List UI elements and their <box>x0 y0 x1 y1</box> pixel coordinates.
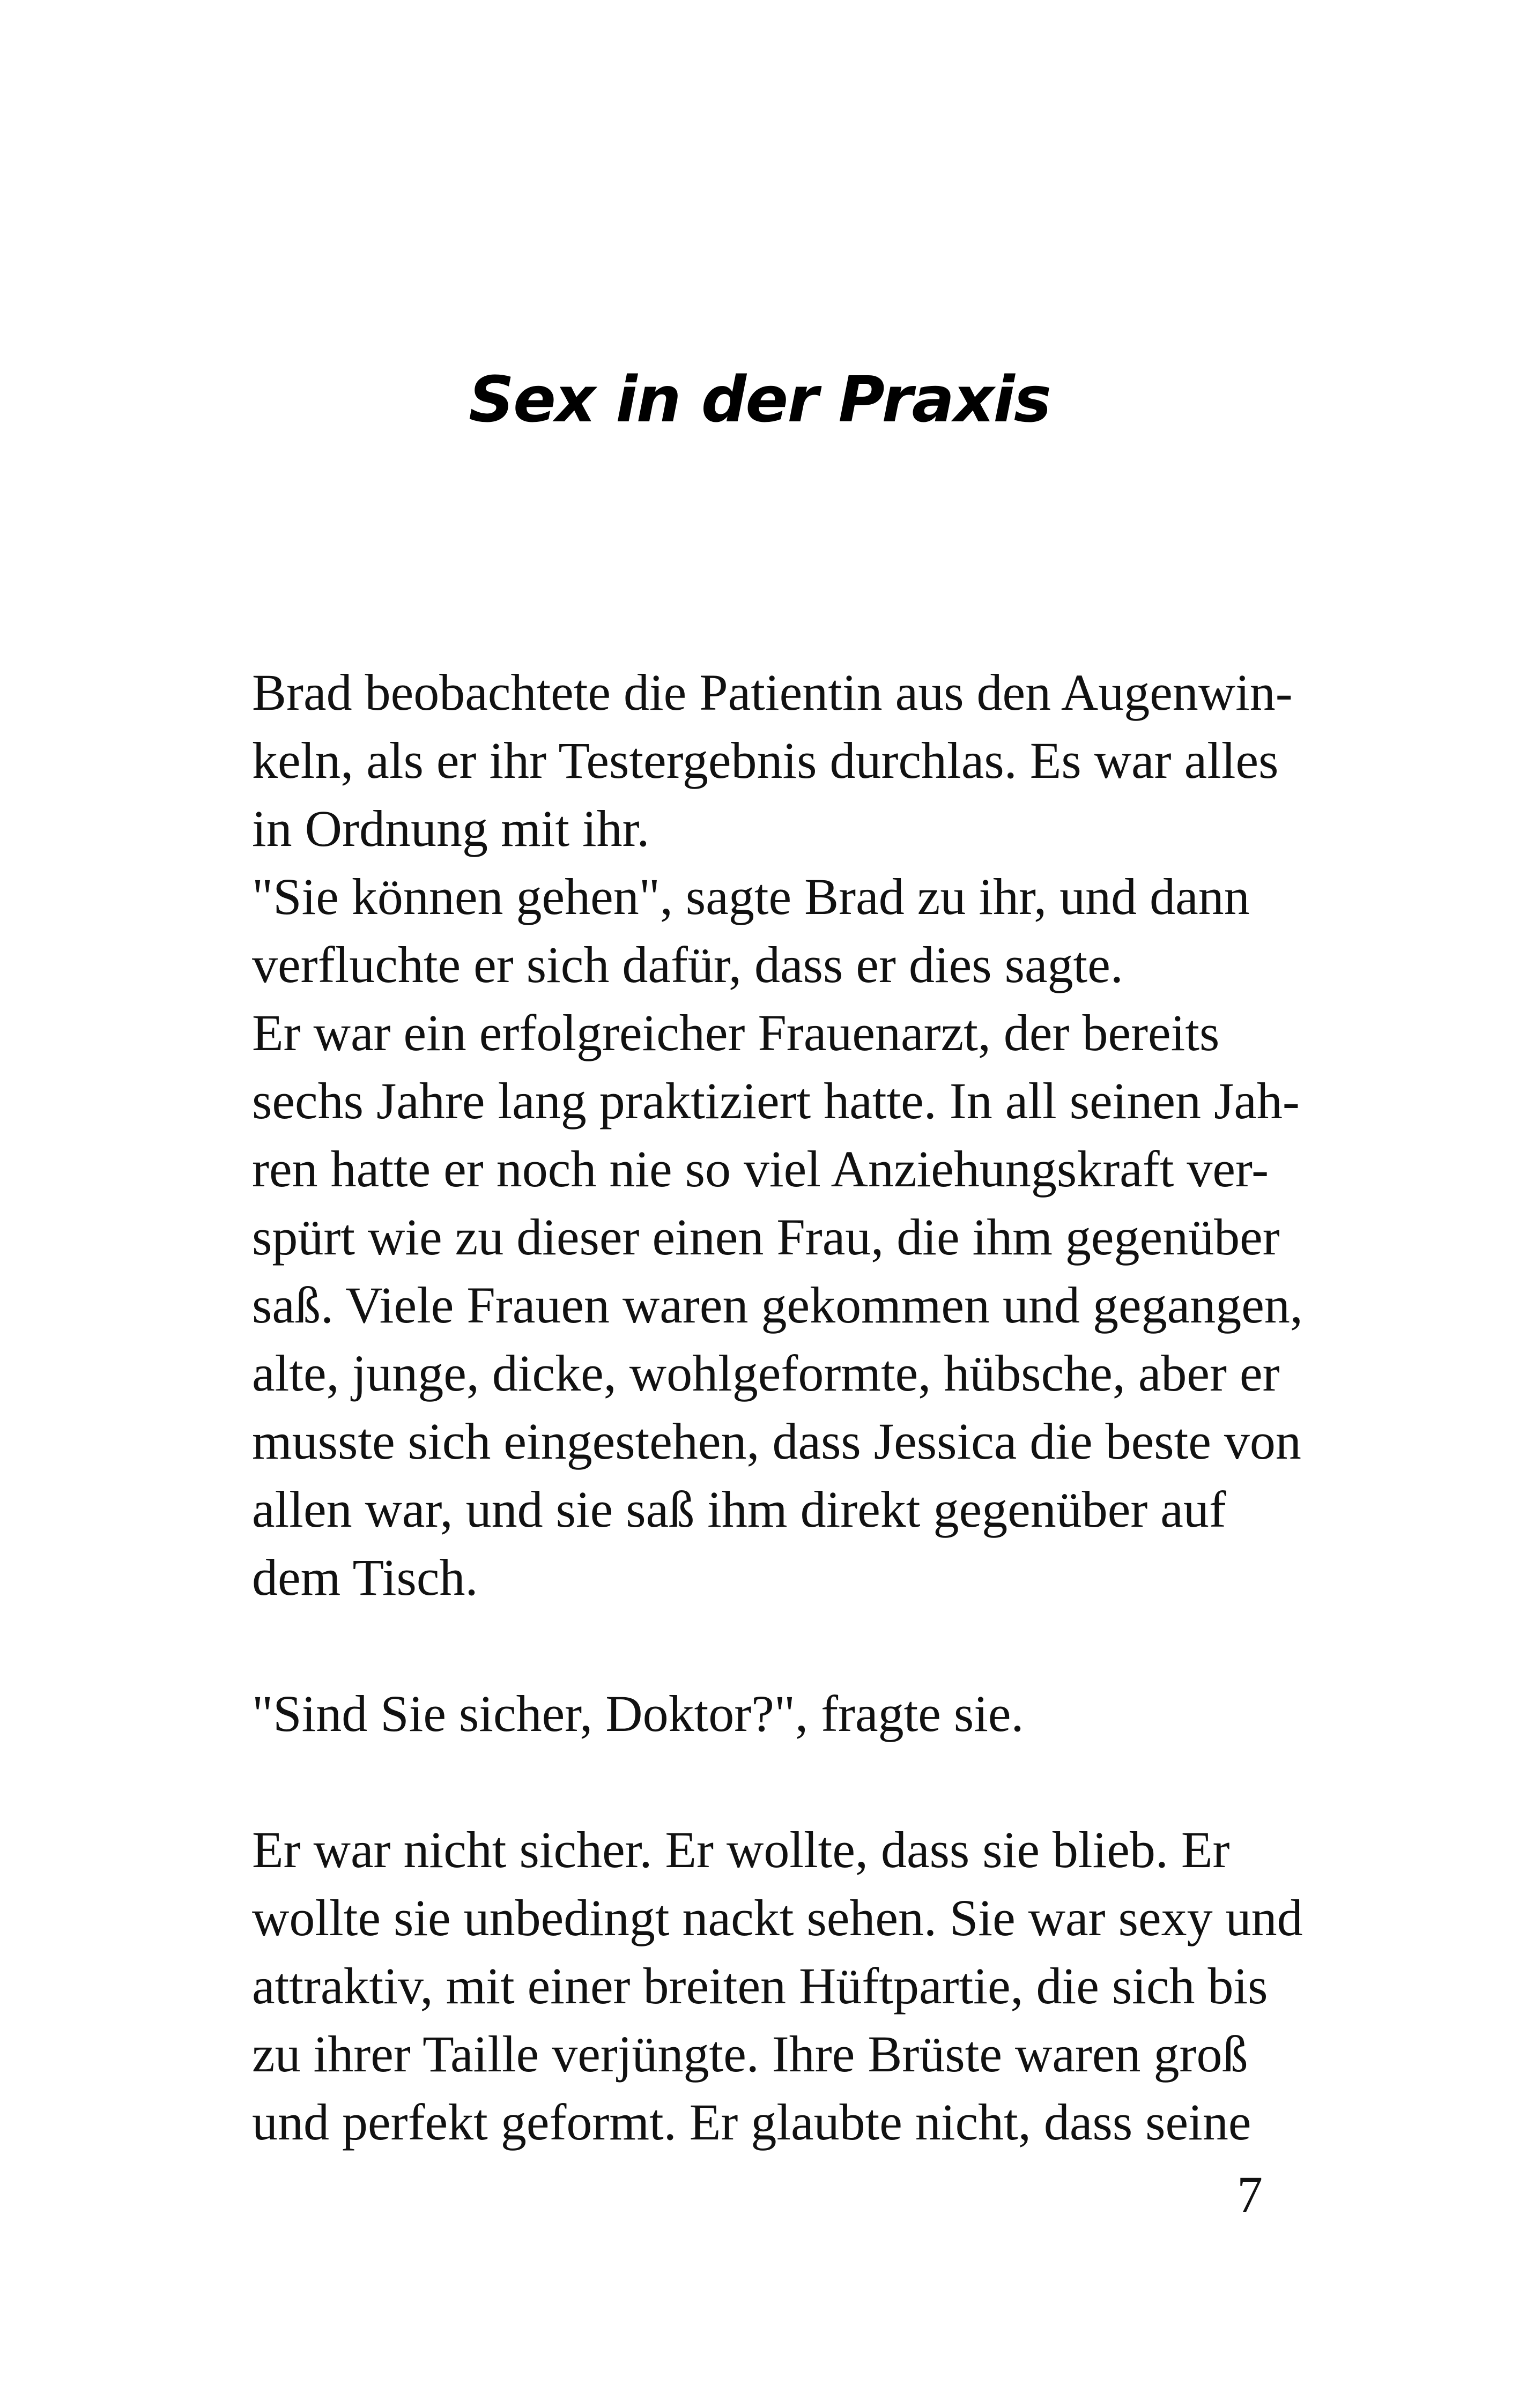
text-line: Brad beobachtete die Patientin aus den Augenwin- <box>252 664 1293 721</box>
text-line: spürt wie zu dieser einen Frau, die ihm gegenüber <box>252 1208 1280 1266</box>
text-line: Er war nicht sicher. Er wollte, dass sie blieb. Er <box>252 1821 1230 1878</box>
text-line: dem Tisch. <box>252 1549 478 1606</box>
text-line: alte, junge, dicke, wohlgeformte, hübsche, aber er <box>252 1344 1280 1402</box>
text-line: attraktiv, mit einer breiten Hüftpartie, die sich bis <box>252 1957 1268 2015</box>
paragraph-2 <box>252 1679 1346 1748</box>
paragraph-gap <box>252 1611 1346 1679</box>
page-number: 7 <box>1237 2166 1263 2223</box>
text-line: sechs Jahre lang praktiziert hatte. In all seinen Jah- <box>252 1072 1300 1129</box>
text-line: zu ihrer Taille verjüngte. Ihre Brüste waren groß <box>252 2025 1248 2083</box>
text-line: in Ordnung mit ihr. <box>252 800 650 857</box>
paragraph-3 <box>252 1816 1346 2156</box>
paragraph-gap <box>252 1748 1346 1816</box>
text-line: "Sie können gehen", sagte Brad zu ihr, und dann <box>252 868 1250 925</box>
text-line: verfluchte er sich dafür, dass er dies sagte. <box>252 936 1123 993</box>
text-line: wollte sie unbedingt nackt sehen. Sie war sexy und <box>252 1889 1303 1946</box>
text-line: "Sind Sie sicher, Doktor?", fragte sie. <box>252 1685 1024 1742</box>
text-line: saß. Viele Frauen waren gekommen und gegangen, <box>252 1276 1303 1334</box>
text-line: und perfekt geformt. Er glaubte nicht, dass seine <box>252 2093 1251 2151</box>
chapter-title: Sex in der Praxis <box>469 362 1050 436</box>
body-text <box>252 658 1346 2156</box>
text-line: musste sich eingestehen, dass Jessica die beste von <box>252 1413 1301 1470</box>
text-line: allen war, und sie saß ihm direkt gegenüber auf <box>252 1481 1226 1538</box>
text-line: Er war ein erfolgreicher Frauenarzt, der bereits <box>252 1004 1220 1061</box>
text-line: ren hatte er noch nie so viel Anziehungskraft ver- <box>252 1140 1269 1198</box>
paragraph-1 <box>252 658 1346 1611</box>
text-line: keln, als er ihr Testergebnis durchlas. Es war alles <box>252 732 1279 789</box>
